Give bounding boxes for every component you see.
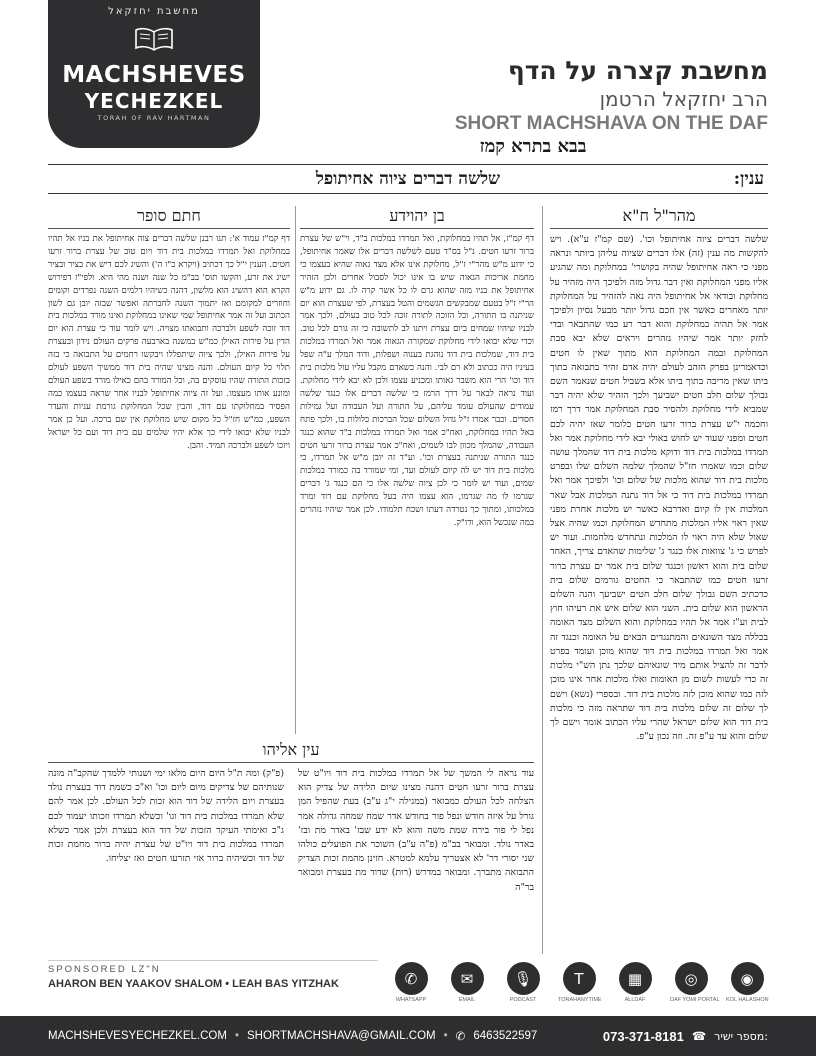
logo-line2: YECHEZKEL xyxy=(84,89,224,113)
separator: • xyxy=(234,1030,239,1042)
column-heading: עין אליהו xyxy=(48,740,534,763)
logo-line1: MACHSHEVES xyxy=(62,62,246,88)
israel-phone-label: מספר ישיר: xyxy=(714,1029,768,1043)
footer-bar xyxy=(0,1016,816,1056)
sponsor-block xyxy=(48,964,378,990)
platform-icons xyxy=(390,962,768,1008)
column-heading: בן יהוידע xyxy=(300,206,534,229)
icon-link-alldaf[interactable] xyxy=(614,962,656,1008)
title-block xyxy=(298,56,768,136)
logo-tagline: TORAH OF RAV HARTMAN xyxy=(97,114,211,122)
page-title-hebrew: מחשבת קצרה על הדף xyxy=(507,56,768,85)
alldaf-icon: ▦ xyxy=(619,962,652,995)
icon-link-dafyomi-portal[interactable] xyxy=(670,962,720,1008)
podcast-icon: 🎙 xyxy=(507,962,540,995)
column-divider xyxy=(542,206,543,954)
rav-name: הרב יחזקאל הרטמן xyxy=(599,87,768,111)
israel-phone[interactable]: 073-371-8181 xyxy=(602,1028,684,1044)
column-body: שלשה דברים ציוה אחיתופל וכו'. (שם קמ"ז ע"א). ויש להקשות מה ענין (זה) אלו דברים שציוה עליהן ביותר ונראה מפני כי ראה אחיתופל שהיה בקושרי' במחלוקת ומה שהגיע אליו מפני המחלוקת ואין דבר גדול מזה ולפיכך היה מזהיר על מחלוקת ובודאי אל אחיתופל היה נאה להזהיר על המחלוקת יותר מאחרים כאשר אין חכם גדול יותר מבעל נסיון ולפיכך אמר אל תהיה במחלוקת והוא דבר רע כמו שהתבאר ובדי לחזק יותר אמר שיהיו נזהרים ויראים שלא יבא סבת המחלוקת ובמה המחלוקת הוא מתוך שאין לו חטים וכדאמרינן בפרק הזהב לעולם יהיה אדם זהיר בתבואה בתוך ביתו שאין מריבה בתוך ביתו אלא בשביל חטים שנאמר השם גבולך שלום חלב חטים ישביעך ולכך הזהיר שלא יהיה דבר שמביא לידי מחלוקת ולהסיר סבת המחלוקת אמר דרך רמז וחכמה י"ש עצרת ברור זרעו חטים כלומר שאז יהיה לכם חטים ומפני שעוד יש לחוש באולי יבא לידי מחלוקת אמר ואל תמרדו במלכות בית דוד ודוקא מלכות בית דוד שהמלך עושה שלום וכמו שאמרו חז"ל שהמלך שלמה השלום שלו ובפרט מלכות בית דוד שהוא מלכות של שלום וכו' ולפיכך אמר ואל תמרדו במלכות בית דוד כי אל דוד נתנה המלכות אבל שאר המלכות אין לו קיום ואדרבא כאשר יש מלכות אחרת מפני שאין ראוי אליו המלכות מתחדש המחלוקת וכמו שהיה אצל שאול שלא היה ראוי לו המלכות ונתחדש מלחמות. ועוד יש לפרש כי ג' צוואות אלו כנגד ג' שלימות שהאדם צריך, האחד שלום בית והוא ראשון וכנגד שלום בית אמר ים עצרת ברור זרעו חטים כמו שהתבאר כי החטים גורמים שלום בית כדכתיב השם גבולך שלום חלב חטים ישביעך והנה השלום הראשון הוא שלום בית. השני הוא שלום איש את רעיהו חוץ לבית וע"ז אמר אל תהיו במחלוקת והוא השלום מצד האומה בכללה מצד השונאים והמתנגדים הבאים על האומה וכנגד זה אמר ואל תמרדו במלכות בית דוד שהוא מוכן ועומד בפרט לדבר זה להציל אותם מיד שונאיהם שלכך נתן הש"י מלכות זה כדי לעשות לשום מן האומות ואלו מלכות אחר אינו מוכן לזה כמו שהוא מוכן לזה מלכות בית דוד. ובספרי (נשא) וישם לך שלום זה שלום מלכות בית דוד שתראה מזה כי מלכות בית דוד הוא שלום ישראל שהרי עליו הכתוב אומר וישם לך שלום והוא עד ע"פ זה. וזה נכון ע"פ. xyxy=(550,234,768,743)
icon-link-kolhalashon[interactable] xyxy=(726,962,768,1008)
sponsor-name-1: AHARON BEN YAAKOV SHALOM xyxy=(48,978,223,990)
open-book-icon xyxy=(134,26,174,52)
topic-text: שלשה דברים ציוה אחיתופל xyxy=(315,169,501,189)
icon-label: DAF YOMI PORTAL xyxy=(670,997,720,1003)
icon-label: EMAIL xyxy=(458,997,476,1003)
sponsor-name-2: LEAH BAS YITZHAK xyxy=(232,978,339,990)
column-heading: מהר"ל ח"א xyxy=(550,206,768,229)
sponsor-separator: • xyxy=(225,978,230,990)
whatsapp-icon: ✆ xyxy=(395,962,428,995)
dafyomi-portal-icon: ◎ xyxy=(675,962,708,995)
column-body-left: (פ"ק) ומה ת"ל היום היום מלאו ימי ושנותי ללמדך שהקב"ה מונה שנותיהם של צדיקים מיום ליום וכו' וא"כ כשמת דוד בעצרת נולד בעצרת ויום הלידה של דוד הוא זכות לכל העולם. לכן אמר להם שלא תמרדו במלכות בית דוד וגו' וכשלא תמרדו וזכותו יעמוד לכם ג"כ ואימתי העיקר הזכות של דוד הוא בעצרת ולכן אמר כשלא תמרדו במלכות בית דוד ויו"ט של עצרת יהיה ברור מחמת זכות של דוד וכשיהיה ברור אזי תזרעו חטים ואז יצליחו. xyxy=(48,768,284,865)
daf-title: בבא בתרא קמז xyxy=(479,136,587,157)
icon-label: ALLDAF xyxy=(624,997,646,1003)
kolhalashon-icon: ◉ xyxy=(731,962,764,995)
topic-label: ענין: xyxy=(733,169,764,189)
column-body: דף קמ"ז עמוד א': תנו רבנן שלשה דברים צוה אחיתופל את בניו אל תהיו במחלוקת ואל תמרדו במלכות בית דוד ויום טוב של עצרת ברור זרעו חטים. הענין י"ל כך דכתיב (ויקרא כ"ו ה') והשיג לכם דיש את בציר ובציר ישיג את זרע, והקשו תוס' בב"מ כל שנה ושנה מהי היא. ולפי"ז דפירוש הקרא הוא דהשיג הוא מלשון, דהנה כשיהיו דלמים השנה נפרדים וקומים וחוזרים למקומם ואז יתמוך השנה לחברתה ואפשר שבזה יובן גם לשון הכתוב ועל זה אמר אחיתופל שמי שאינו במחלוקת ואינו מורד במלכות בית דוד זוכה לשפע ולברכה ותבואתו מצויה. ויש לומר עוד כי עצרת הוא יום הדין על פירות האילן כמ"ש במשנה בארבעה פרקים העולם נידון ובעצרת על פירות האילן, ולכך ציוה שיתפללו ויבקשו רחמים על התבואה כי בזה תלוי כל קיום העולם. והנה מצינו שהיה בית דוד ממשיך השפע לעולם בזכות התורה שהיו עוסקים בה, וכל המורד בהם כאילו מורד בשפע העולם ומונע אותו מעצמו. ועל זה ציוה אחיתופל לבניו אחר שראה בעצמו כמה הפסיד במחלוקתו עם דוד, והבין שכל המחלוקת גורמת עניות והעדר השפע, כמ"ש חז"ל כל מקום שיש מחלוקת אין שם ברכה. ועל כן אמר לבניו שלא יבואו לידי כך אלא יהיו שלמים עם בית דוד ועם כל ישראל ויזכו לשפע ולברכה תמיד. והבן. xyxy=(48,234,290,451)
sponsor-divider xyxy=(48,960,378,961)
chasam-sofer-column xyxy=(48,206,290,734)
phone-icon: ☎ xyxy=(691,1031,707,1043)
ben-yehoyada-column xyxy=(300,206,534,734)
page-title-english: SHORT MACHSHAVA ON THE DAF xyxy=(454,113,768,134)
torahanytime-icon: T xyxy=(563,962,596,995)
ein-eliyahu-body xyxy=(48,767,534,895)
logo xyxy=(48,0,260,148)
column-heading: חתם סופר xyxy=(48,206,290,229)
email-link[interactable]: SHORTMACHSHAVA@GMAIL.COM xyxy=(246,1030,436,1042)
sponsor-names xyxy=(48,978,378,990)
website-link[interactable]: MACHSHEVESYECHEZKEL.COM xyxy=(48,1030,227,1042)
icon-label: KOL HALASHON xyxy=(726,997,769,1003)
icon-link-whatsapp[interactable] xyxy=(390,962,432,1008)
separator: • xyxy=(443,1030,448,1042)
maharal-column xyxy=(550,206,768,954)
column-divider xyxy=(295,206,296,734)
icon-label: WHATSAPP xyxy=(395,997,427,1003)
logo-hebrew: מחשבת יחזקאל xyxy=(108,6,200,17)
icon-label: PODCAST xyxy=(509,997,537,1003)
icon-link-podcast[interactable] xyxy=(502,962,544,1008)
icon-link-email[interactable] xyxy=(446,962,488,1008)
email-icon: ✉ xyxy=(451,962,484,995)
topic-line xyxy=(48,164,768,194)
whatsapp-small-icon: ✆ xyxy=(455,1031,466,1043)
icon-link-torahanytime[interactable] xyxy=(558,962,600,1008)
column-body-right: עוד נראה לי המשך של אל תמרדו במלכות בית דוד ויו"ט של עצרת ברור זרעו חטים דהנה מצינו שיום הלידה של צדיק הוא הצלחה לכל העולם כמבואר (במגילה י"ג ע"ב) בעת שהפיל המן גורל על איזה חודש ונפל פור בחודש אדר שמח שמחה גדולה אמר נפל לי פור בירח שמת משה והוא לא ידע שבז' באדר מת ובז' באדר נולד. ומבואר בב"מ (פ"ה ע"ב) השוכר את הפועלים כולהו שני יסורי דר' לא אצטריך עלמא למטרא. חזינן מהמת זכות הצדיק התבואה מתברך. ומבואר במדרש (רות) שדוד מת בעצרת ומבואר בר"ה xyxy=(298,768,534,893)
whatsapp-phone[interactable]: 6463522597 xyxy=(473,1030,538,1042)
sponsor-label: SPONSORED LZ"N xyxy=(48,964,161,975)
ein-eliyahu-column xyxy=(48,740,534,954)
column-body: דף קמ"ז, אל תהיו במחלוקת, ואל תמרדו במלכות ב"ד, וי"ש של עצרת ברור זרעו חטים. נ"ל בס"ד טעם לשלשה דברים אלו שאמר אחיתופל, כי ידוע מ"ש מהר"י ז"ל, מחלוקת אינו אלא מצד גאוה שהיא בעצמו כי מחמת אריכות הגאוה שיש בו אינו יכול לסבול אחרים ולכן הזהיר אחיתופל את בניו מזה שהוא גרם לו כל אשר קרה לו. גם ידוע מ"ש הר"י ז"ל בטעם שמבקשים הגשמים והטל בעצרת, לפי שעצרת הוא יום שניתנה בו התורה, וכל הזוכה לתורה זוכה לכל טוב בעולם, ולכך אמר לבניו שיהיו שמחים ביום עצרת ויתנו לב לתשובה כי זה גורם לכל טוב. וכדי שלא יבואו לידי מחלוקת שמקורה הגאוה אמר ואל תמרדו במלכות בית דוד, שמלכות בית דוד נוהגת בענוה ושפלות, ודוד המלך ע"ה שפל בעיניו היה ככתוב ולא רם לבי. והנה כשאדם מקבל עליו עול מלכות בית דוד וכו' הרי הוא משבר גאותו ומכניע עצמו ולכן לא יבא לידי מחלוקת. ועוד נראה לבאר על דרך הרמז כי שלשה דברים אלו כנגד שלשה עמודים שהעולם עומד עליהם, על התורה ועל העבודה ועל גמילות חסדים. וכבר אמרו ז"ל גדול השלום שכל הברכות כלולות בו, ולכך פתח באל תהיו במחלוקת, ואח"כ אמר ואל תמרדו במלכות ב"ד שהוא כנגד העבודה, שהמלך מכוון לבו לשמים, ואח"כ אמר עצרת ברור זרעו חטים כנגד התורה שניתנה בעצרת וכו'. וע"ד זה יובן מ"ש אל תמרדו, כי מלכות בית דוד יש לה קיום לעולם ועד, ומי שמורד בה כמורד במלכות שמים, ועוד יש לומר כי לכן ציוה שלשה אלו כי הם כנגד ג' דברים שגרמו לו מה שגרמו, הוא עצמו היה בעל מחלוקת עם דוד ומרד במלכותו, ומתוך כך נטרדה דעתו ושכח תלמודו. לכן אמר שיהיו נזהרים במה שנכשל הוא, ודו"ק. xyxy=(300,234,534,528)
icon-label: TORAHANYTIME xyxy=(558,997,602,1003)
